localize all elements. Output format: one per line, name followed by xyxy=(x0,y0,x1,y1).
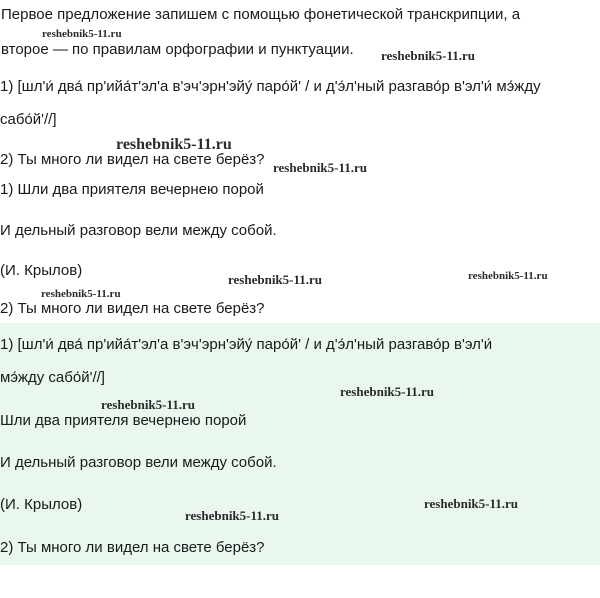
watermark: reshebnik5-11.ru xyxy=(101,397,196,412)
intro-line-1: Первое предложение запишем с помощью фонетической транскрипции, а xyxy=(1,6,521,23)
question-2-c: 2) Ты много ли видел на свете берёз? xyxy=(0,539,265,556)
transcription-1-line-2: сабо́й'//] xyxy=(0,111,57,128)
watermark: reshebnik5-11.ru xyxy=(468,270,548,282)
transcription-2-line-1: 1) [шл'и́ два́ пр'ийа́т'эл'а в'эч'эрн'эйу́ паро́й' / и д'э́л'ный разгаво́р в'эл'и́ xyxy=(0,336,493,353)
watermark: reshebnik5-11.ru xyxy=(340,384,435,399)
poem-2-line-2: И дельный разговор вели между собой. xyxy=(0,454,277,471)
question-2-a: 2) Ты много ли видел на свете берёз? xyxy=(0,151,265,168)
watermark: reshebnik5-11.ru xyxy=(41,288,121,300)
poem-1-line-2: И дельный разговор вели между собой. xyxy=(0,222,277,239)
watermark: reshebnik5-11.ru xyxy=(228,272,323,287)
watermark: reshebnik5-11.ru xyxy=(424,496,519,511)
poem-2-line-1: Шли два приятеля вечернею порой xyxy=(0,412,247,429)
intro-line-2: второе — по правилам орфографии и пунктуации. xyxy=(1,41,354,58)
transcription-1-line-1: 1) [шл'и́ два́ пр'ийа́т'эл'а в'эч'эрн'эйу́ паро́й' / и д'э́л'ный разгаво́р в'эл'и́ мэ́жду xyxy=(0,78,541,95)
watermark: reshebnik5-11.ru xyxy=(185,508,280,523)
watermark: reshebnik5-11.ru xyxy=(116,136,232,153)
author-2: (И. Крылов) xyxy=(0,496,83,513)
answer-block xyxy=(0,323,600,565)
watermark: reshebnik5-11.ru xyxy=(381,48,476,63)
transcription-2-line-2: мэ́жду сабо́й'//] xyxy=(0,369,105,386)
watermark: reshebnik5-11.ru xyxy=(273,160,368,175)
question-2-b: 2) Ты много ли видел на свете берёз? xyxy=(0,300,265,317)
watermark: reshebnik5-11.ru xyxy=(42,28,122,40)
poem-1-line-1: 1) Шли два приятеля вечернею порой xyxy=(0,181,264,198)
author-1: (И. Крылов) xyxy=(0,262,83,279)
